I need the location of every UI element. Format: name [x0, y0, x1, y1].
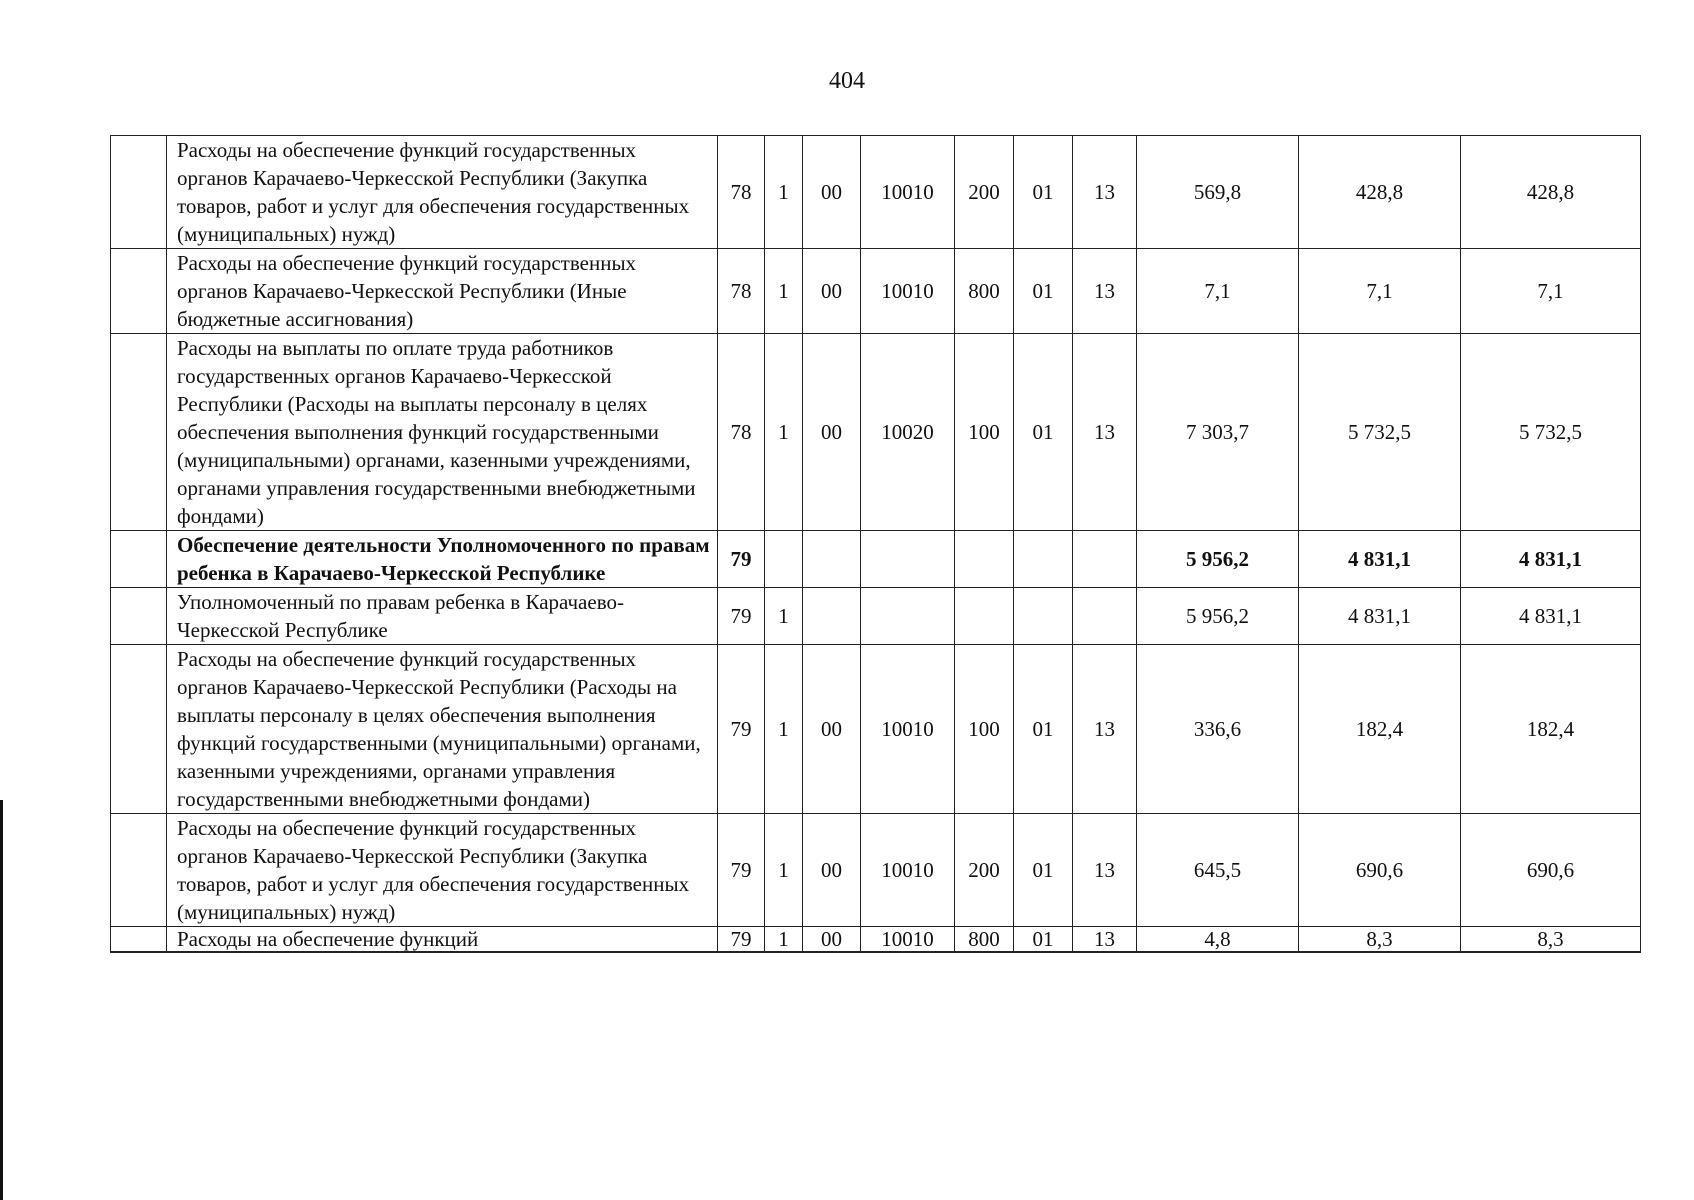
- amount-cell: 690,6: [1299, 814, 1461, 927]
- code-cell: 200: [955, 814, 1014, 927]
- code-cell: 10010: [861, 927, 955, 953]
- code-cell: 01: [1014, 334, 1073, 531]
- code-cell: 13: [1073, 814, 1137, 927]
- row-description: Уполномоченный по правам ребенка в Карачаево-Черкесской Республике: [167, 588, 718, 645]
- amount-cell: 7,1: [1461, 249, 1641, 334]
- amount-cell: 428,8: [1299, 136, 1461, 249]
- amount-cell: 182,4: [1461, 645, 1641, 814]
- code-cell: [861, 588, 955, 645]
- code-cell: 00: [803, 334, 861, 531]
- row-index-cell: [111, 249, 167, 334]
- code-cell: [955, 531, 1014, 588]
- row-index-cell: [111, 531, 167, 588]
- code-cell: 00: [803, 136, 861, 249]
- code-cell: 13: [1073, 136, 1137, 249]
- table-row: [111, 645, 1641, 814]
- row-description: Расходы на обеспечение функций государственных органов Карачаево-Черкесской Республики (Иные бюджетные ассигнования): [167, 249, 718, 334]
- page-number: 404: [829, 68, 865, 94]
- table-row: [111, 136, 1641, 249]
- code-cell: 00: [803, 645, 861, 814]
- code-cell: 01: [1014, 136, 1073, 249]
- code-cell: 00: [803, 249, 861, 334]
- amount-cell: 428,8: [1461, 136, 1641, 249]
- amount-cell: 7 303,7: [1137, 334, 1299, 531]
- amount-cell: 4 831,1: [1299, 588, 1461, 645]
- code-cell: [1014, 588, 1073, 645]
- code-cell: [803, 531, 861, 588]
- code-cell: 01: [1014, 645, 1073, 814]
- code-cell: 00: [803, 814, 861, 927]
- amount-cell: 182,4: [1299, 645, 1461, 814]
- code-cell: [803, 588, 861, 645]
- code-cell: 78: [718, 136, 765, 249]
- code-cell: 100: [955, 645, 1014, 814]
- code-cell: [1073, 588, 1137, 645]
- code-cell: 01: [1014, 814, 1073, 927]
- row-index-cell: [111, 136, 167, 249]
- code-cell: 10010: [861, 645, 955, 814]
- row-description: Расходы на выплаты по оплате труда работников государственных органов Карачаево-Черкесской Республики (Расходы на выплаты персоналу в целях обеспечения выполнения функций государственными (муниципальными) органами, казенными учреждениями, органами управления государственными внебюджетными фондами): [167, 334, 718, 531]
- amount-cell: 5 732,5: [1461, 334, 1641, 531]
- row-description: Расходы на обеспечение функций государственных органов Карачаево-Черкесской Республики (Расходы на выплаты персоналу в целях обеспечения выполнения функций государственными (муниципальными) органами, казенными учреждениями, органами управления государственными внебюджетными фондами): [167, 645, 718, 814]
- code-cell: 01: [1014, 249, 1073, 334]
- row-index-cell: [111, 927, 167, 953]
- amount-cell: 7,1: [1299, 249, 1461, 334]
- code-cell: 13: [1073, 249, 1137, 334]
- row-index-cell: [111, 814, 167, 927]
- code-cell: 78: [718, 249, 765, 334]
- row-description: Обеспечение деятельности Уполномоченного по правам ребенка в Карачаево-Черкесской Республике: [167, 531, 718, 588]
- amount-cell: 4 831,1: [1299, 531, 1461, 588]
- amount-cell: 8,3: [1299, 927, 1461, 953]
- code-cell: 00: [803, 927, 861, 953]
- amount-cell: 4,8: [1137, 927, 1299, 953]
- budget-table: [110, 135, 1641, 953]
- amount-cell: 4 831,1: [1461, 588, 1641, 645]
- table-row-section-header: [111, 531, 1641, 588]
- amount-cell: 5 956,2: [1137, 588, 1299, 645]
- amount-cell: 5 956,2: [1137, 531, 1299, 588]
- code-cell: 79: [718, 814, 765, 927]
- code-cell: 1: [765, 334, 803, 531]
- code-cell: 79: [718, 927, 765, 953]
- code-cell: 13: [1073, 927, 1137, 953]
- code-cell: [955, 588, 1014, 645]
- table-row: [111, 334, 1641, 531]
- amount-cell: 336,6: [1137, 645, 1299, 814]
- code-cell: [1073, 531, 1137, 588]
- code-cell: [861, 531, 955, 588]
- row-description: Расходы на обеспечение функций государственных органов Карачаево-Черкесской Республики (Закупка товаров, работ и услуг для обеспечения государственных (муниципальных) нужд): [167, 814, 718, 927]
- code-cell: [765, 531, 803, 588]
- scan-edge-mark: [0, 800, 3, 1200]
- amount-cell: 569,8: [1137, 136, 1299, 249]
- amount-cell: 8,3: [1461, 927, 1641, 953]
- row-description: Расходы на обеспечение функций: [167, 927, 718, 953]
- row-index-cell: [111, 334, 167, 531]
- code-cell: 1: [765, 814, 803, 927]
- row-description: Расходы на обеспечение функций государственных органов Карачаево-Черкесской Республики (Закупка товаров, работ и услуг для обеспечения государственных (муниципальных) нужд): [167, 136, 718, 249]
- code-cell: 1: [765, 136, 803, 249]
- code-cell: 1: [765, 249, 803, 334]
- code-cell: 10020: [861, 334, 955, 531]
- code-cell: 10010: [861, 136, 955, 249]
- code-cell: 1: [765, 927, 803, 953]
- amount-cell: 5 732,5: [1299, 334, 1461, 531]
- code-cell: 1: [765, 645, 803, 814]
- amount-cell: 4 831,1: [1461, 531, 1641, 588]
- row-index-cell: [111, 588, 167, 645]
- code-cell: 800: [955, 927, 1014, 953]
- table-row: [111, 927, 1641, 953]
- code-cell: 13: [1073, 645, 1137, 814]
- code-cell: 01: [1014, 927, 1073, 953]
- code-cell: 79: [718, 645, 765, 814]
- code-cell: 200: [955, 136, 1014, 249]
- table-row: [111, 814, 1641, 927]
- code-cell: 10010: [861, 249, 955, 334]
- amount-cell: 7,1: [1137, 249, 1299, 334]
- code-cell: 100: [955, 334, 1014, 531]
- table-row: [111, 249, 1641, 334]
- row-index-cell: [111, 645, 167, 814]
- code-cell: 79: [718, 588, 765, 645]
- table-row: [111, 588, 1641, 645]
- code-cell: 13: [1073, 334, 1137, 531]
- code-cell: [1014, 531, 1073, 588]
- amount-cell: 690,6: [1461, 814, 1641, 927]
- code-cell: 10010: [861, 814, 955, 927]
- amount-cell: 645,5: [1137, 814, 1299, 927]
- code-cell: 800: [955, 249, 1014, 334]
- code-cell: 78: [718, 334, 765, 531]
- code-cell: 79: [718, 531, 765, 588]
- code-cell: 1: [765, 588, 803, 645]
